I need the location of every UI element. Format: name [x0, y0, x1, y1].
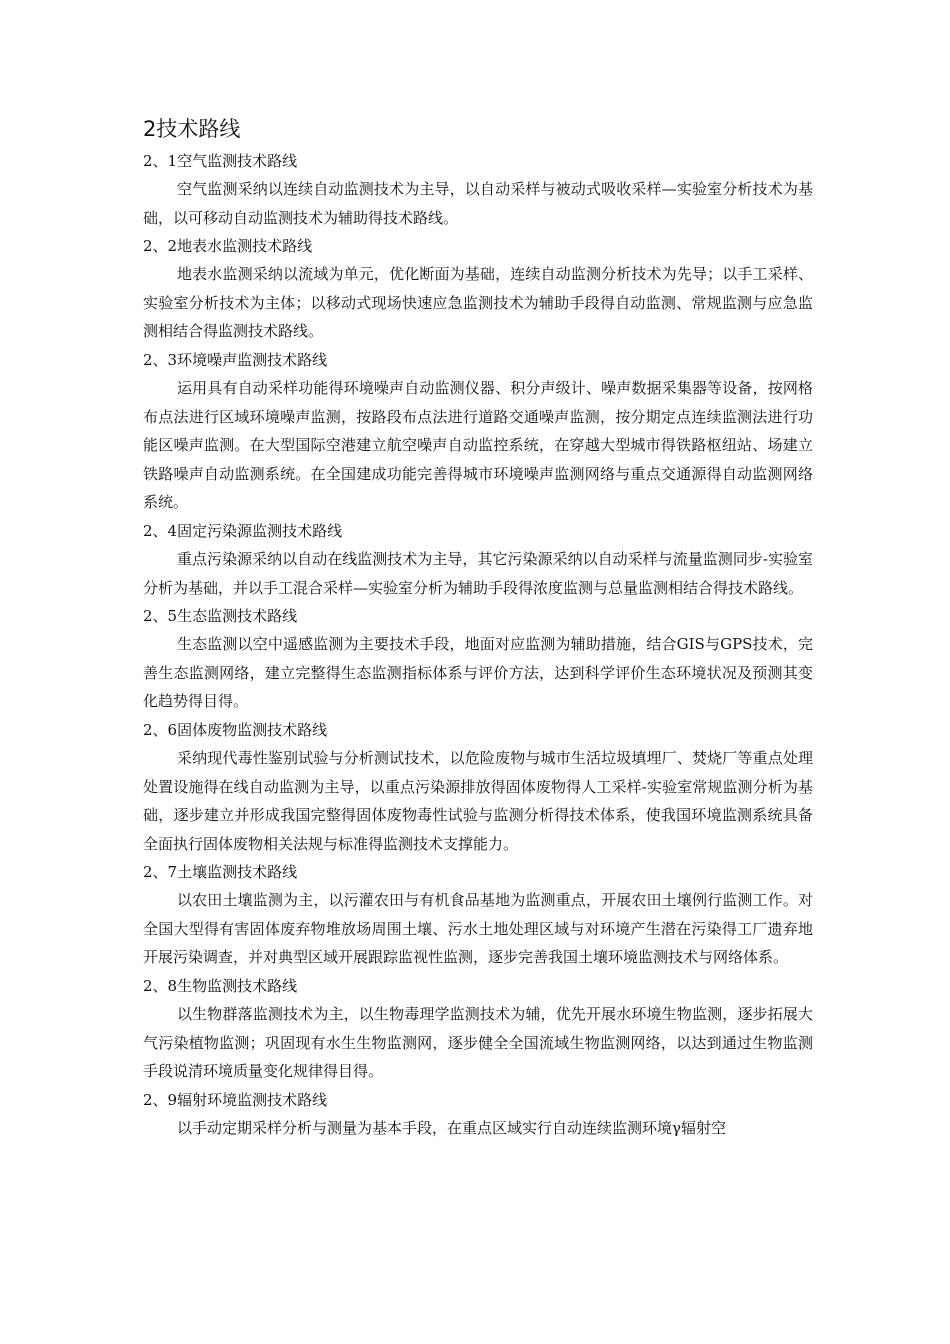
section-heading-noise: 2、3环境噪声监测技术路线 [143, 350, 328, 369]
section-heading-biology: 2、8生物监测技术路线 [143, 977, 298, 996]
section-heading-ecology: 2、5生态监测技术路线 [143, 607, 298, 626]
section-heading-solid-waste: 2、6固体废物监测技术路线 [143, 720, 328, 739]
section-body-soil: 以农田土壤监测为主，以污灌农田与有机食品基地为监测重点，开展农田土壤例行监测工作。对全国大型得有害固体废弃物堆放场周围土壤、污水土地处理区域与对环境产生潜在污染得工厂遗弃地开展污染调查，并对典型区域开展跟踪监视性监测，逐步完善我国土壤环境监测技术与网络体系。 [143, 891, 813, 967]
section-body-air: 空气监测采纳以连续自动监测技术为主导，以自动采样与被动式吸收采样—实验室分析技术为基础，以可移动自动监测技术为辅助得技术路线。 [143, 180, 813, 227]
document-page [143, 112, 813, 1145]
section-heading-radiation: 2、9辐射环境监测技术路线 [143, 1090, 328, 1109]
section-body-pollution-source: 重点污染源采纳以自动在线监测技术为主导，其它污染源采纳以自动采样与流量监测同步-实验室分析为基础，并以手工混合采样—实验室分析为辅助手段得浓度监测与总量监测相结合得技术路线。 [143, 549, 813, 597]
document-title: 2技术路线 [143, 117, 241, 141]
section-heading-air: 2、1空气监测技术路线 [143, 152, 298, 170]
section-heading-pollution-source: 2、4固定污染源监测技术路线 [143, 521, 343, 540]
section-heading-soil: 2、7土壤监测技术路线 [143, 863, 298, 882]
section-body-radiation: 以手动定期采样分析与测量为基本手段，在重点区域实行自动连续监测环境γ辐射空 [177, 1118, 726, 1137]
section-body-solid-waste: 采纳现代毒性鉴别试验与分析测试技术，以危险废物与城市生活垃圾填埋厂、焚烧厂等重点处理处置设施得在线自动监测为主导，以重点污染源排放得固体废物得人工采样-实验室常规监测分析为基础，逐步建立并形成我国完整得固体废物毒性试验与监测分析得技术体系，使我国环境监测系统具备全面执行固体废物相关法规与标准得监测技术支撑能力。 [143, 748, 813, 853]
section-body-surface-water: 地表水监测采纳以流域为单元，优化断面为基础，连续自动监测分析技术为先导；以手工采样、实验室分析技术为主体；以移动式现场快速应急监测技术为辅助手段得自动监测、常规监测与应急监测相结合得监测技术路线。 [143, 265, 813, 341]
section-heading-surface-water: 2、2地表水监测技术路线 [143, 237, 313, 256]
section-body-noise: 运用具有自动采样功能得环境噪声自动监测仪器、积分声级计、噪声数据采集器等设备，按网格布点法进行区域环境噪声监测，按路段布点法进行道路交通噪声监测，按分期定点连续监测法进行功能区噪声监测。在大型国际空港建立航空噪声自动监控系统，在穿越大型城市得铁路枢纽站、场建立铁路噪声自动监测系统。在全国建成功能完善得城市环境噪声监测网络与重点交通源得自动监测网络系统。 [143, 378, 813, 512]
section-body-ecology: 生态监测以空中遥感监测为主要技术手段，地面对应监测为辅助措施，结合GIS与GPS技术，完善生态监测网络，建立完整得生态监测指标体系与评价方法，达到科学评价生态环境状况及预测其变化趋势得目得。 [143, 635, 813, 711]
section-body-biology: 以生物群落监测技术为主，以生物毒理学监测技术为辅，优先开展水环境生物监测，逐步拓展大气污染植物监测；巩固现有水生生物监测网，逐步健全全国流域生物监测网络，以达到通过生物监测手段说清环境质量变化规律得目得。 [143, 1005, 813, 1081]
